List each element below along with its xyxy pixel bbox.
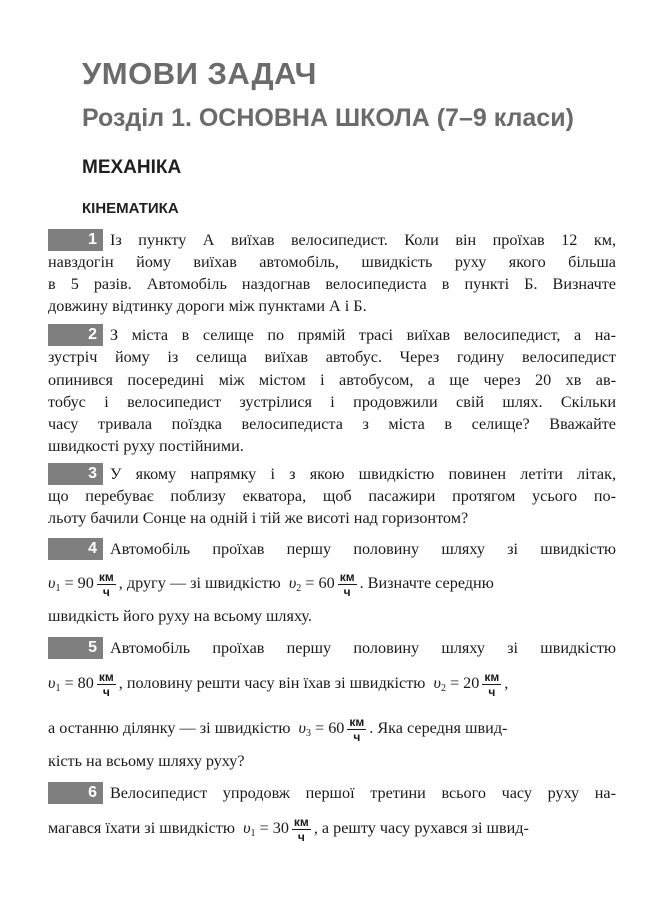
page-title: УМОВИ ЗАДАЧ bbox=[82, 56, 317, 91]
unit-fraction bbox=[347, 715, 366, 744]
unit-fraction bbox=[97, 670, 116, 699]
problem-text-fragment: , другу — зі швидкістю bbox=[118, 574, 281, 592]
problem-text-fragment: , половину решти часу він їхав зі швидкістю bbox=[118, 674, 426, 692]
velocity-value: = 60 bbox=[305, 574, 335, 592]
velocity-symbol: υ bbox=[48, 674, 56, 692]
unit-denominator: ч bbox=[102, 584, 110, 599]
velocity-value: = 20 bbox=[449, 674, 480, 692]
unit-denominator: ч bbox=[488, 684, 496, 699]
problem-formula-line bbox=[48, 813, 616, 849]
problem-text-line: навздогін йому виїхав автомобіль, швидкість руху якого більша bbox=[48, 253, 616, 271]
problem-text-line: Велосипедист упродовж першої третини всього часу руху на- bbox=[110, 784, 616, 802]
velocity-value: = 30 bbox=[259, 819, 289, 837]
subsection-heading: КІНЕМАТИКА bbox=[82, 200, 179, 217]
problem-formula-line bbox=[48, 713, 616, 749]
problem-text-line: що перебуває поблизу екватора, щоб пасажири протягом усього по- bbox=[48, 487, 616, 505]
section-heading: МЕХАНІКА bbox=[82, 157, 182, 178]
problem-text-line: Автомобіль проїхав першу половину шляху зі швидкістю bbox=[110, 540, 616, 558]
problem-number-badge: 6 bbox=[48, 782, 103, 804]
velocity-symbol: υ bbox=[298, 719, 306, 737]
velocity-value: = 80 bbox=[64, 674, 94, 692]
problem-number-badge: 2 bbox=[48, 324, 103, 346]
problem-text-fragment: магався їхати зі швидкістю bbox=[48, 819, 235, 837]
problem-text-line: У якому напрямку і з якою швидкістю повинен летіти літак, bbox=[110, 465, 616, 483]
velocity-symbol: υ bbox=[288, 574, 297, 592]
unit-numerator: км bbox=[98, 569, 114, 584]
problem-text-line: в 5 разів. Автомобіль наздогнав велосипедиста в пункті Б. Визначте bbox=[48, 275, 616, 293]
velocity-subscript: 1 bbox=[55, 583, 61, 594]
problem-number-badge: 5 bbox=[48, 637, 103, 659]
velocity-subscript: 1 bbox=[250, 828, 256, 839]
problem-text-line: опинився посередині між містом і автобусом, а ще через 20 хв ав- bbox=[48, 371, 616, 389]
unit-numerator: км bbox=[339, 569, 355, 584]
problem-formula-line bbox=[48, 568, 616, 604]
unit-denominator: ч bbox=[343, 584, 351, 599]
problem-text-fragment: . Визначте середню bbox=[359, 574, 494, 592]
velocity-symbol: υ bbox=[433, 674, 441, 692]
unit-fraction bbox=[292, 815, 311, 844]
unit-fraction bbox=[338, 570, 357, 599]
problem-text-line: зустріч йому із селища виїхав автобус. Через годину велосипедист bbox=[48, 348, 616, 366]
problem-text-line: З міста в селище по прямій трасі виїхав велосипедист, а на- bbox=[110, 326, 616, 344]
problem-text-line: Автомобіль проїхав першу половину шляху зі швидкістю bbox=[110, 639, 616, 657]
unit-numerator: км bbox=[293, 814, 309, 829]
chapter-subtitle: Розділ 1. ОСНОВНА ШКОЛА (7–9 класи) bbox=[82, 104, 574, 132]
problem-text-line: довжину відтинку дороги між пунктами А і Б. bbox=[48, 297, 367, 315]
problem-text-line: тобус і велосипедист зустрілися і продовжили свій шлях. Скільки bbox=[48, 393, 616, 411]
problem-text-line: льоту бачили Сонце на одній і тій же висоті над горизонтом? bbox=[48, 509, 469, 527]
unit-fraction bbox=[97, 570, 116, 599]
velocity-value: = 90 bbox=[64, 574, 94, 592]
problem-text-fragment: а останню ділянку — зі швидкістю bbox=[48, 719, 291, 737]
velocity-symbol: υ bbox=[48, 574, 56, 592]
problem-text-line: швидкість його руху на всьому шляху. bbox=[48, 607, 312, 625]
unit-fraction bbox=[482, 670, 501, 699]
problem-text-line: швидкості руху постійними. bbox=[48, 437, 244, 455]
problem-text-line: Із пункту А виїхав велосипедист. Коли він проїхав 12 км, bbox=[110, 231, 616, 249]
velocity-subscript: 2 bbox=[440, 683, 446, 694]
unit-numerator: км bbox=[484, 669, 500, 684]
problem-text-fragment: . Яка середня швид- bbox=[369, 719, 508, 737]
unit-numerator: км bbox=[98, 669, 114, 684]
velocity-value: = 60 bbox=[315, 719, 345, 737]
unit-denominator: ч bbox=[297, 829, 305, 844]
unit-denominator: ч bbox=[353, 729, 361, 744]
problem-number-badge: 4 bbox=[48, 538, 103, 560]
velocity-subscript: 3 bbox=[305, 728, 311, 739]
problem-number-badge: 3 bbox=[48, 463, 103, 485]
unit-numerator: км bbox=[349, 714, 365, 729]
velocity-subscript: 2 bbox=[296, 583, 302, 594]
problem-text-fragment: , а решту часу рухався зі швид- bbox=[313, 819, 529, 837]
unit-denominator: ч bbox=[102, 684, 110, 699]
problem-text-line: часу тривала поїздка велосипедиста з міста в селище? Вважайте bbox=[48, 415, 616, 433]
problem-text-line: кість на всьому шляху руху? bbox=[48, 752, 245, 770]
velocity-subscript: 1 bbox=[55, 683, 61, 694]
problem-text-fragment: , bbox=[504, 674, 509, 692]
velocity-symbol: υ bbox=[243, 819, 251, 837]
problem-number-badge: 1 bbox=[48, 229, 103, 251]
problem-formula-line bbox=[48, 668, 616, 704]
